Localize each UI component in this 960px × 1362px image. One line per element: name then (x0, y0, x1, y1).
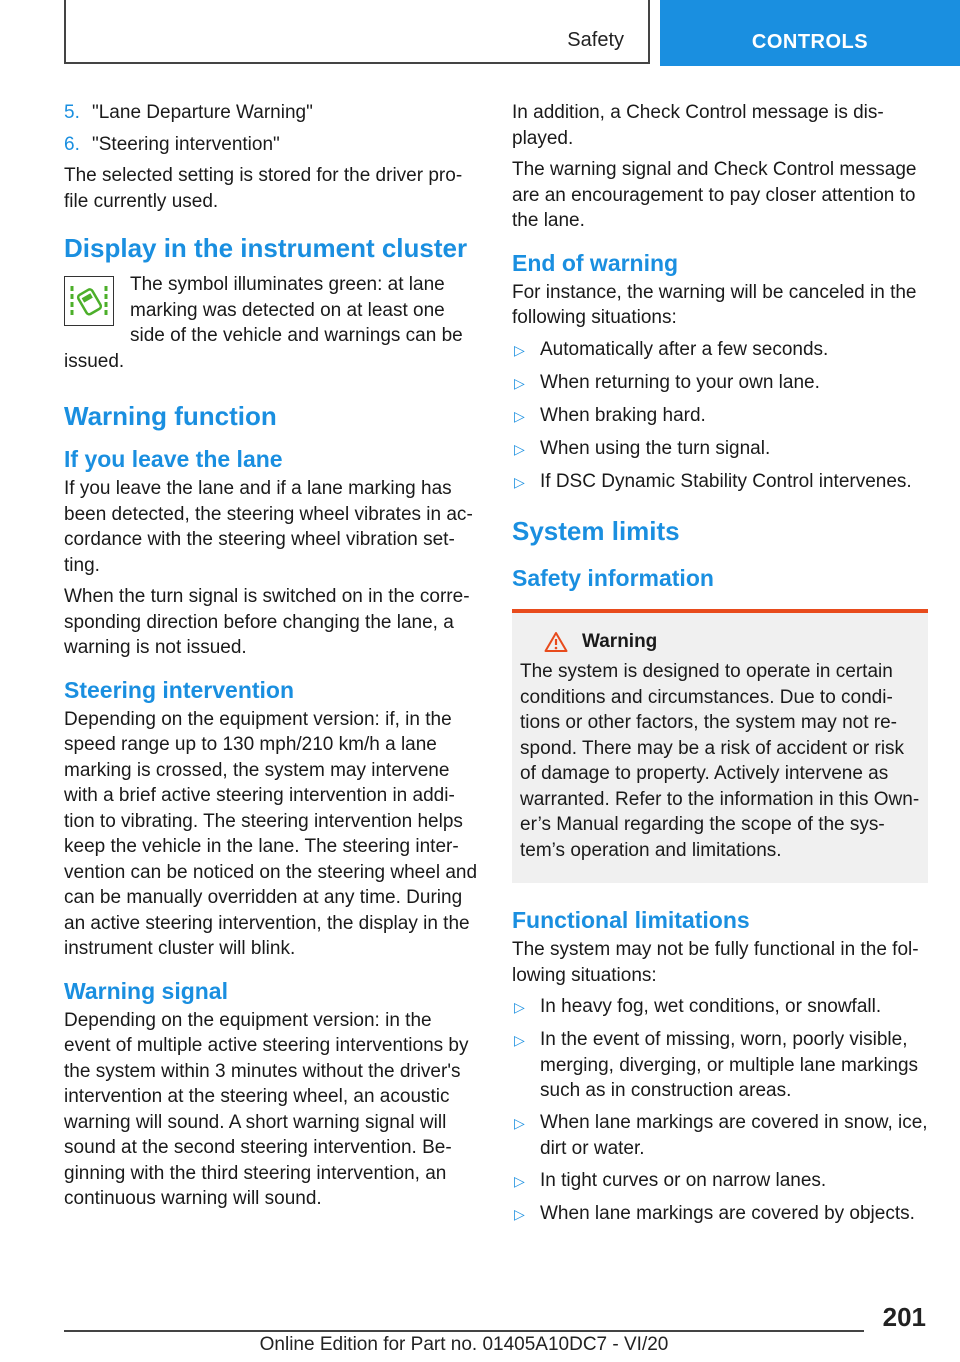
warning-box (512, 609, 928, 883)
list-item: ▷ When using the turn signal. (512, 436, 928, 463)
left-column (64, 100, 478, 1218)
header-section-title: Safety (567, 29, 624, 51)
triangle-right-outline-icon: ▷ (514, 999, 525, 1015)
triangle-right-outline-icon: ▷ (514, 374, 525, 391)
header-chapter-tab (660, 0, 960, 66)
list-item: ▷ If DSC Dynamic Stability Control intervenes. (512, 469, 928, 496)
heading-warning-function: Warning function (64, 401, 277, 431)
list-item: ▷ In heavy fog, wet conditions, or snowfall. (512, 994, 928, 1021)
triangle-right-outline-icon: ▷ (514, 1032, 525, 1048)
paragraph-check-control-1: In addition, a Check Control message is displayed. (512, 102, 884, 149)
numbered-item (64, 132, 478, 158)
paragraph-leave-lane-2: When the turn signal is switched on in the corresponding direction before changing the lane, a warning is not issued. (64, 586, 470, 658)
heading-warning-signal: Warning signal (64, 977, 228, 1004)
heading-leave-lane: If you leave the lane (64, 446, 283, 472)
heading-functional-limitations: Functional limitations (512, 907, 750, 933)
triangle-right-outline-icon: ▷ (514, 1115, 525, 1131)
list-item: ▷ Automatically after a few seconds. (512, 337, 928, 364)
right-column (512, 100, 928, 1234)
paragraph-symbol: The symbol illuminates green: at lane marking was detected on at least one side of the vehicle and warnings can be issued. (64, 274, 463, 372)
heading-display-instrument-cluster: Display in the instrument cluster (64, 233, 468, 263)
list-item: ▷ When braking hard. (512, 403, 928, 430)
paragraph-end-of-warning: For instance, the warning will be canceled in the following situations: (512, 281, 917, 328)
heading-steering-intervention: Steering intervention (64, 676, 295, 703)
list-item: ▷ When returning to your own lane. (512, 370, 928, 397)
item-text: "Lane Departure Warning" (92, 102, 313, 123)
heading-system-limits: System limits (512, 516, 680, 546)
paragraph-check-control-2: The warning signal and Check Control message are an encouragement to pay closer attention to the lane. (512, 159, 917, 231)
lane-departure-icon (64, 276, 114, 326)
paragraph-leave-lane-1: If you leave the lane and if a lane marking has been detected, the steering wheel vibrates in accordance with the steering wheel vibration setting. (64, 478, 473, 576)
symbol-description (64, 272, 478, 374)
warning-title-row (520, 631, 920, 653)
item-text: "Steering intervention" (92, 133, 280, 155)
header-chapter-title: CONTROLS (751, 31, 869, 53)
list-item: ▷ In the event of missing, worn, poorly visible, merging, diverging, or multiple lane markings such as in construction areas. (512, 1027, 928, 1104)
paragraph-steering-intervention: Depending on the equipment version: if, in the speed range up to 130 mph/210 km/h a lane marking is crossed, the system may intervene with a brief active steering intervention in addition to vibrating. The steering intervention helps keep the vehicle in the lane. The steering intervention can be noticed on the steering wheel and can be manually overridden at any time. During an active steering intervention, the display in the instrument cluster will blink. (64, 708, 478, 959)
triangle-right-outline-icon: ▷ (514, 1172, 525, 1189)
paragraph-warning-signal: Depending on the equipment version: in the event of multiple active steering interventions by the system within 3 minutes without the driver's intervention at the steering wheel, an acoustic warning will sound. A short warning signal will sound at the second steering intervention. Beginning with the third steering intervention, an continuous warning will sound. (64, 1009, 469, 1209)
heading-safety-information: Safety information (512, 565, 714, 591)
triangle-right-outline-icon: ▷ (514, 341, 525, 358)
end-of-warning-list (512, 337, 928, 496)
warning-triangle-icon (544, 631, 568, 653)
triangle-right-outline-icon: ▷ (514, 407, 525, 424)
header-tab-frame (64, 0, 650, 64)
list-item: ▷ When lane markings are covered by objects. (512, 1201, 928, 1228)
paragraph-functional-limitations: The system may not be fully functional in the following situations: (512, 939, 919, 986)
triangle-right-outline-icon: ▷ (514, 473, 525, 490)
item-number: 6. (64, 133, 80, 155)
page-number: 201 (882, 1302, 926, 1332)
warning-title: Warning (582, 631, 658, 652)
heading-end-of-warning: End of warning (512, 249, 679, 276)
item-number: 5. (64, 102, 80, 123)
triangle-right-outline-icon: ▷ (514, 1205, 525, 1222)
footer-divider (64, 1330, 864, 1332)
footer-edition: Online Edition for Part no. 01405A10DC7 - VI/20 (259, 1334, 669, 1355)
numbered-item (64, 100, 478, 126)
paragraph-stored-setting: The selected setting is stored for the driver profile currently used. (64, 165, 463, 212)
warning-text: The system is designed to operate in certain conditions and circumstances. Due to conditions or other factors, the system may not respond. There may be a risk of accident or risk of damage to property. Actively intervene as warranted. Refer to the information in this Owner’s Manual regarding the scope of the system’s operation and limitations. (520, 661, 920, 861)
triangle-right-outline-icon: ▷ (514, 440, 525, 457)
list-item: ▷ In tight curves or on narrow lanes. (512, 1168, 928, 1195)
functional-limitations-list (512, 994, 928, 1227)
list-item: ▷ When lane markings are covered in snow, ice, dirt or water. (512, 1110, 928, 1161)
